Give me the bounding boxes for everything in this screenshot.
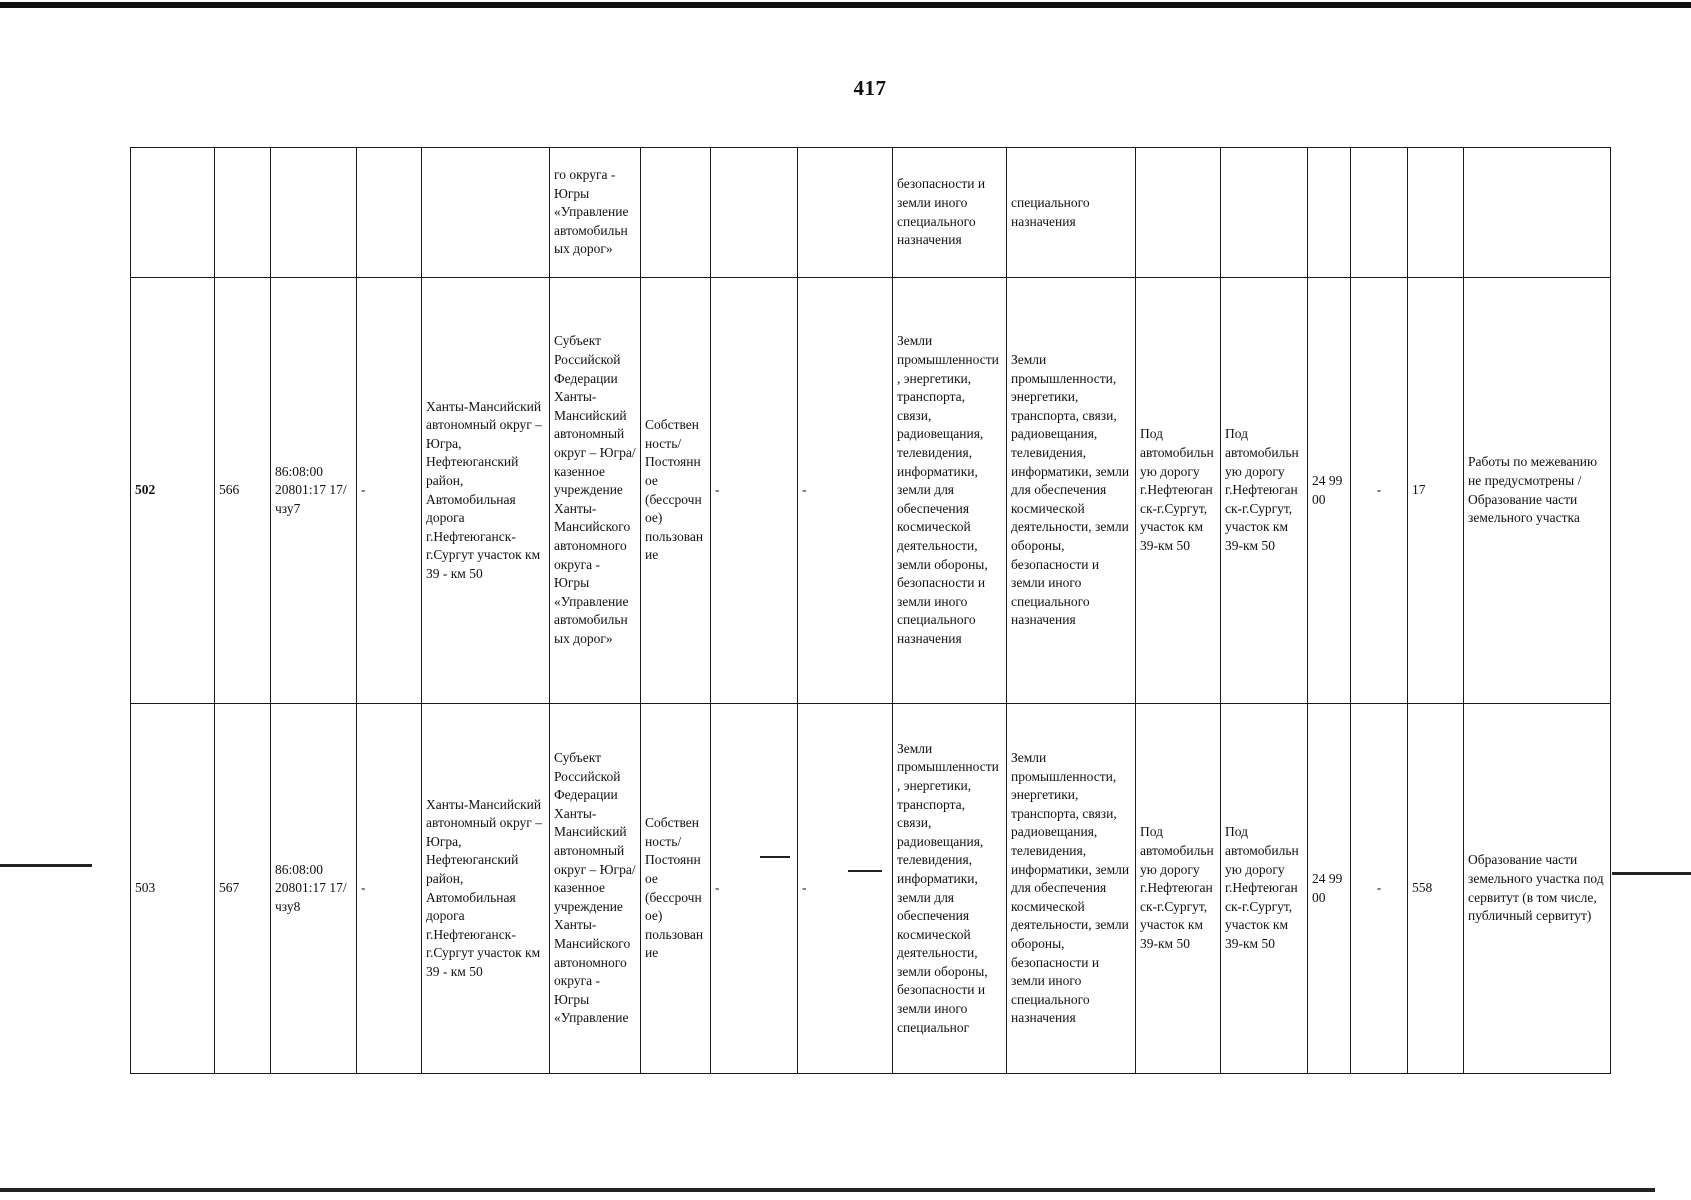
right-cell: Собственность/ Постоянное (бессрочное) пользование xyxy=(641,278,711,704)
bottom-rule xyxy=(0,1188,1655,1192)
cell-dash: - xyxy=(711,278,798,704)
note-cell: Образование части земельного участка под сервитут (в том числе, публичный сервитут) xyxy=(1464,704,1611,1074)
category-cell: Земли промышленности, энергетики, транспорта, связи, радиовещания, телевидения, информатики, земли для обеспечения космической деятельности, земли обороны, безопасности и земли иного специального назначения xyxy=(893,278,1007,704)
cell xyxy=(422,148,550,278)
scan-mark xyxy=(848,870,882,872)
use-cell: Под автомобильную дорогу г.Нефтеюганск-г.Сургут, участок км 39-км 50 xyxy=(1136,278,1221,704)
cell xyxy=(1221,148,1308,278)
note-cell: Работы по межеванию не предусмотрены / Образование части земельного участка xyxy=(1464,278,1611,704)
area-cell: 24 99 00 xyxy=(1308,704,1351,1074)
cell xyxy=(1351,148,1408,278)
address-cell: Ханты-Мансийский автономный округ – Югра, Нефтеюганский район, Автомобильная дорога г.Нефтеюганск-г.Сургут участок км 39 - км 50 xyxy=(422,278,550,704)
category-cell: Земли промышленности, энергетики, транспорта, связи, радиовещания, телевидения, информатики, земли для обеспечения космической деятельности, земли обороны, безопасности и земли иного специального назначения xyxy=(1007,278,1136,704)
cell-dash: - xyxy=(357,278,422,704)
top-rule xyxy=(0,2,1691,8)
area-cell: 24 99 00 xyxy=(1308,278,1351,704)
cell xyxy=(357,148,422,278)
cell xyxy=(271,148,357,278)
cell-dash: - xyxy=(357,704,422,1074)
cell xyxy=(1308,148,1351,278)
cadastral-number: 86:08:00 20801:17 17/чзу8 xyxy=(271,704,357,1074)
cell-dash: - xyxy=(711,704,798,1074)
owner-cell: Субъект Российской Федерации Ханты-Мансийский автономный округ – Югра/ казенное учреждение Ханты-Мансийского автономного округа - Югры «Управление автомобильных дорог» xyxy=(550,278,641,704)
owner-cell: Субъект Российской Федерации Ханты-Мансийский автономный округ – Югра/ казенное учреждение Ханты-Мансийского автономного округа - Югры «Управление xyxy=(550,704,641,1074)
scan-mark-left xyxy=(0,864,92,867)
category-cell: безопасности и земли иного специального назначения xyxy=(893,148,1007,278)
right-cell: Собственность/ Постоянное (бессрочное) пользование xyxy=(641,704,711,1074)
cell-dash: - xyxy=(1351,704,1408,1074)
use-cell: Под автомобильную дорогу г.Нефтеюганск-г.Сургут, участок км 39-км 50 xyxy=(1221,704,1308,1074)
cell xyxy=(711,148,798,278)
use-cell: Под автомобильную дорогу г.Нефтеюганск-г.Сургут, участок км 39-км 50 xyxy=(1136,704,1221,1074)
count-cell: 17 xyxy=(1408,278,1464,704)
scan-mark-right xyxy=(1612,872,1691,875)
cell xyxy=(1408,148,1464,278)
category-cell: Земли промышленности, энергетики, транспорта, связи, радиовещания, телевидения, информатики, земли для обеспечения космической деятельности, земли обороны, безопасности и земли иного специальног xyxy=(893,704,1007,1074)
table-row-continuation xyxy=(131,148,1611,278)
page-number: 417 xyxy=(853,76,887,100)
count-cell: 558 xyxy=(1408,704,1464,1074)
address-cell: Ханты-Мансийский автономный округ – Югра, Нефтеюганский район, Автомобильная дорога г.Нефтеюганск-г.Сургут участок км 39 - км 50 xyxy=(422,704,550,1074)
cadastral-number: 86:08:00 20801:17 17/чзу7 xyxy=(271,278,357,704)
land-parcel-table xyxy=(130,147,1611,1074)
ref-number: 566 xyxy=(215,278,271,704)
cell-dash: - xyxy=(1351,278,1408,704)
row-number: 502 xyxy=(131,278,215,704)
owner-cell: го округа - Югры «Управление автомобильных дорог» xyxy=(550,148,641,278)
cell xyxy=(131,148,215,278)
use-cell: специального назначения xyxy=(1007,148,1136,278)
table-row xyxy=(131,704,1611,1074)
scan-mark xyxy=(760,856,790,858)
cell xyxy=(798,148,893,278)
table-row xyxy=(131,278,1611,704)
row-number: 503 xyxy=(131,704,215,1074)
cell-dash: - xyxy=(798,704,893,1074)
category-cell: Земли промышленности, энергетики, транспорта, связи, радиовещания, телевидения, информатики, земли для обеспечения космической деятельности, земли обороны, безопасности и земли иного специального назначения xyxy=(1007,704,1136,1074)
cell-dash: - xyxy=(798,278,893,704)
cell xyxy=(641,148,711,278)
use-cell: Под автомобильную дорогу г.Нефтеюганск-г.Сургут, участок км 39-км 50 xyxy=(1221,278,1308,704)
cell xyxy=(1136,148,1221,278)
cell xyxy=(1464,148,1611,278)
cell xyxy=(215,148,271,278)
ref-number: 567 xyxy=(215,704,271,1074)
